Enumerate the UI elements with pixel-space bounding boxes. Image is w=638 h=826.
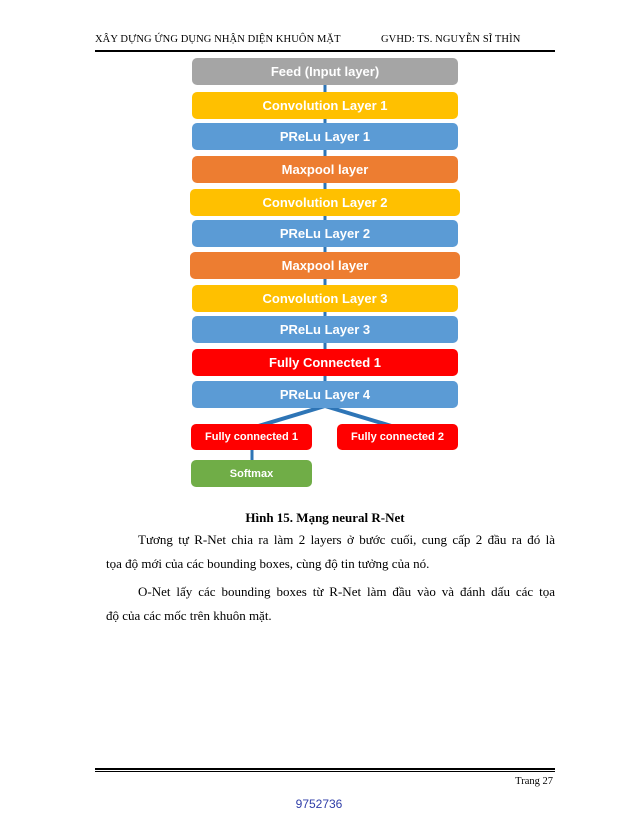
branch-label: Fully connected 2 — [351, 431, 444, 443]
softmax-label: Softmax — [229, 467, 274, 480]
layer-maxpool-1 — [192, 156, 458, 183]
layer-prelu-4 — [192, 381, 458, 408]
figure-caption: Hình 15. Mạng neural R-Net — [245, 510, 405, 525]
footer-divider-thin — [95, 771, 555, 772]
layer-label: Maxpool layer — [281, 162, 369, 177]
branch-fully-connected-1 — [191, 424, 312, 450]
layer-convolution-2 — [190, 189, 460, 216]
rnet-diagram — [186, 56, 464, 496]
layer-feed-input — [192, 58, 458, 85]
layer-maxpool-2 — [190, 252, 460, 279]
layer-label: Feed (Input layer) — [270, 64, 380, 79]
layer-fully-connected-1 — [192, 349, 458, 376]
document-id: 9752736 — [295, 797, 343, 811]
layer-label: PReLu Layer 3 — [279, 322, 371, 337]
layer-label: Maxpool layer — [281, 258, 369, 273]
paragraph-line: O-Net lấy các bounding boxes từ R-Net làm đầu vào và đánh dấu các tọa — [138, 584, 555, 599]
paragraph-onet — [106, 580, 555, 628]
header-title: XÂY DỰNG ỨNG DỤNG NHẬN DIỆN KHUÔN MẶT — [95, 34, 341, 45]
layer-prelu-1 — [192, 123, 458, 150]
softmax-layer — [191, 460, 312, 487]
layer-label: Convolution Layer 1 — [262, 98, 388, 113]
layer-prelu-2 — [192, 220, 458, 247]
layer-prelu-3 — [192, 316, 458, 343]
layer-label: PReLu Layer 1 — [279, 129, 371, 144]
footer-divider — [95, 768, 555, 770]
layer-label: Fully Connected 1 — [269, 355, 381, 370]
header-supervisor: GVHD: TS. NGUYỄN SĨ THÌN — [381, 34, 521, 45]
branch-fully-connected-2 — [337, 424, 458, 450]
layer-label: PReLu Layer 4 — [279, 387, 371, 402]
page-number: Trang 27 — [515, 776, 553, 787]
layer-convolution-1 — [192, 92, 458, 119]
branch-label: Fully connected 1 — [205, 431, 298, 443]
layer-label: Convolution Layer 3 — [262, 291, 388, 306]
paragraph-line: tọa độ mới của các bounding boxes, cùng độ tin tưởng của nó. — [106, 556, 430, 571]
layer-label: PReLu Layer 2 — [279, 226, 371, 241]
paragraph-line: độ của các mốc trên khuôn mặt. — [106, 608, 272, 623]
layer-convolution-3 — [192, 285, 458, 312]
paragraph-rnet-outputs — [106, 528, 555, 576]
header-divider — [95, 50, 555, 52]
paragraph-line: Tương tự R-Net chia ra làm 2 layers ở bước cuối, cung cấp 2 đầu ra đó là — [138, 532, 555, 547]
layer-label: Convolution Layer 2 — [262, 195, 388, 210]
